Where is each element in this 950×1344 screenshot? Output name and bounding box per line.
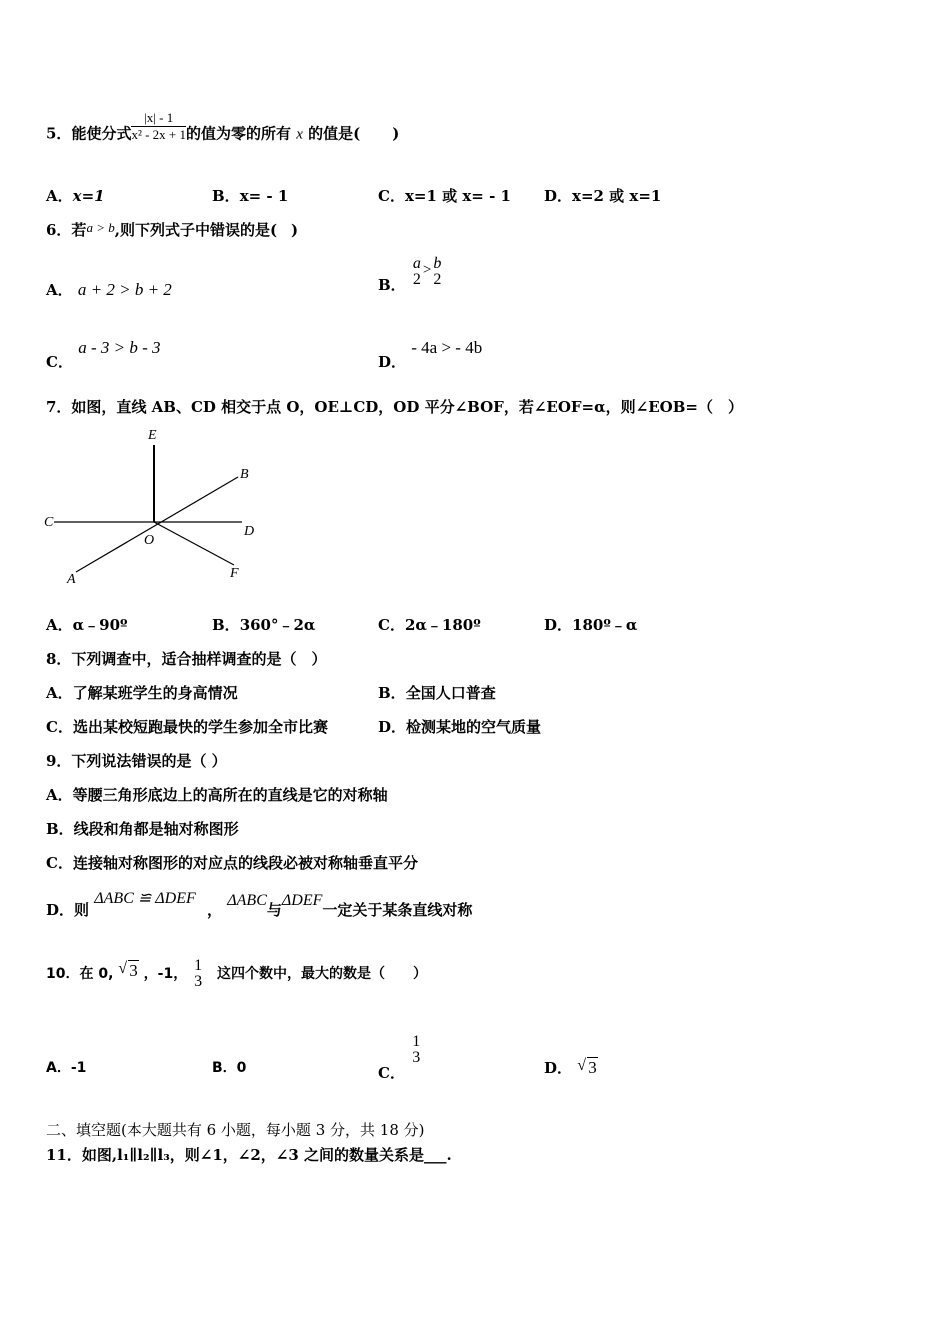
label-b: B [240,467,249,482]
q5-close: ) [392,124,400,143]
q6-stem: 6．若a > b,则下列式子中错误的是( ) [46,220,299,239]
q5-option-a: A．x=1 [46,187,105,205]
q5-numerator: |x| - 1 [131,110,186,127]
q5-denominator: x² - 2x + 1 [131,127,187,142]
q8-stem: 8．下列调查中，适合抽样调查的是（ ） [46,650,327,668]
q9-option-b: B．线段和角都是轴对称图形 [46,820,239,838]
q6-option-a: A． a + 2 > b + 2 [46,280,172,299]
q6-option-b: B． a 2 > b 2 [378,255,442,294]
q8-option-d: D．检测某地的空气质量 [378,718,542,736]
q8-option-a: A．了解某班学生的身高情况 [46,684,238,702]
q8-option-b: B．全国人口普查 [378,684,496,702]
q5-var: x [296,126,303,143]
q5-option-c: C．x=1 或 x= - 1 [378,187,511,205]
q10-option-c: C． 1 3 [378,1033,421,1082]
label-a: A [67,572,76,587]
q9-option-d: D．则 ΔABC ≌ ΔDEF ， ΔABC与ΔDEF一定关于某条直线对称 [46,890,473,919]
q7-option-d: D．180º﹣α [544,616,638,634]
label-c: C [44,515,54,530]
label-f: F [230,566,239,581]
q6-option-c: C． a - 3 > b - 3 [46,338,161,371]
line-of [154,522,234,565]
q5-number: 5． [46,124,72,143]
line-ab [76,477,238,572]
label-o: O [144,533,155,548]
label-e: E [148,428,157,443]
q5-fraction [131,110,186,143]
q7-stem: 7．如图，直线 AB、CD 相交于点 O，OE⊥CD，OD 平分∠BOF，若∠EOF=α，则∠EOB=（ ） [46,398,743,416]
q10-option-a: A．-1 [46,1060,87,1076]
q6-option-d: D． - 4a > - 4b [378,338,483,371]
q7-figure [40,425,280,595]
q7-option-b: B．360°﹣2α [212,616,316,634]
q5-stem [46,110,400,151]
q8-option-c: C．选出某校短跑最快的学生参加全市比赛 [46,718,328,736]
q9-option-a: A．等腰三角形底边上的高所在的直线是它的对称轴 [46,786,388,804]
label-d: D [244,524,255,539]
section2-heading: 二、填空题(本大题共有 6 小题，每小题 3 分，共 18 分) [46,1121,425,1139]
q9-option-c: C．连接轴对称图形的对应点的线段必被对称轴垂直平分 [46,854,418,872]
q10-option-d: D． √ 3 [544,1057,597,1077]
q7-option-a: A．α﹣90º [46,616,128,634]
q10-option-b: B．0 [212,1060,247,1076]
q7-option-c: C．2α﹣180º [378,616,481,634]
q5-tail-b: 的值是( [308,124,361,143]
q9-stem: 9．下列说法错误的是（ ） [46,752,227,770]
q10-stem: 10．在 0, √ 3 ，-1， 1 3 这四个数中，最大的数是（ ） [46,957,427,990]
q5-lead: 能使分式 [71,124,132,143]
q6-condition: a > b [86,220,115,235]
q5-option-b: B．x= - 1 [212,187,289,205]
q5-option-d: D．x=2 或 x=1 [544,187,662,205]
q5-tail-a: 的值为零的所有 [186,124,292,143]
q11-stem: 11．如图,l₁∥l₂∥l₃，则∠1，∠2，∠3 之间的数量关系是___. [46,1146,452,1164]
